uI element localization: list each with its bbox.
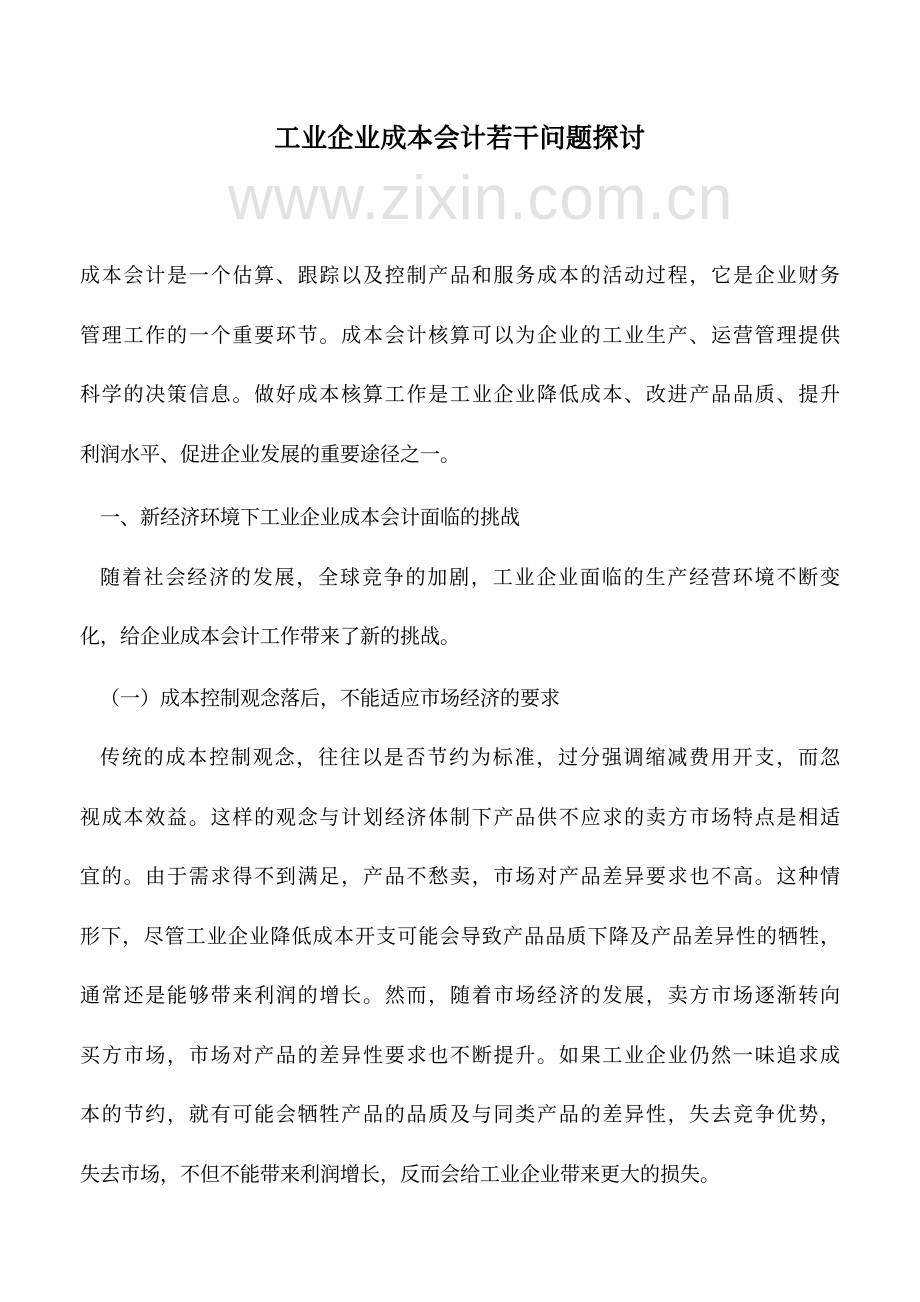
paragraph-line: 形下，尽管工业企业降低成本开支可能会导致产品品质下降及产品差异性的牺牲， bbox=[80, 923, 840, 948]
paragraph-line: 利润水平、促进企业发展的重要途径之一。 bbox=[80, 441, 460, 466]
paragraph-line: 科学的决策信息。做好成本核算工作是工业企业降低成本、改进产品品质、提升 bbox=[80, 382, 840, 406]
paragraph-line: 随着社会经济的发展，全球竞争的加剧，工业企业面临的生产经营环境不断变 bbox=[100, 564, 840, 589]
paragraph-line: 传统的成本控制观念，往往以是否节约为标准，过分强调缩减费用开支，而忽 bbox=[100, 745, 840, 769]
document-body bbox=[80, 245, 840, 1203]
paragraph-line: 买方市场，市场对产品的差异性要求也不断提升。如果工业企业仍然一味追求成 bbox=[80, 1042, 840, 1067]
section-heading: 一、新经济环境下工业企业成本会计面临的挑战 bbox=[100, 505, 520, 529]
paragraph-line: 管理工作的一个重要环节。成本会计核算可以为企业的工业生产、运营管理提供 bbox=[80, 322, 840, 347]
paragraph-line: 宜的。由于需求得不到满足，产品不愁卖，市场对产品差异要求也不高。这种情 bbox=[80, 864, 840, 888]
paragraph-line: 成本会计是一个估算、跟踪以及控制产品和服务成本的活动过程，它是企业财务 bbox=[80, 263, 840, 287]
document-title: 工业企业成本会计若干问题探讨 bbox=[274, 124, 646, 154]
paragraph-line: 失去市场，不但不能带来利润增长，反而会给工业企业带来更大的损失。 bbox=[80, 1161, 720, 1186]
paragraph-line: 通常还是能够带来利润的增长。然而，随着市场经济的发展，卖方市场逐渐转向 bbox=[80, 983, 840, 1007]
watermark: www.zixin.com.cn bbox=[228, 164, 734, 233]
paragraph-line: 化，给企业成本会计工作带来了新的挑战。 bbox=[80, 624, 460, 648]
paragraph-line: 本的节约，就有可能会牺牲产品的品质及与同类产品的差异性，失去竞争优势， bbox=[80, 1102, 840, 1126]
paragraph-line: 视成本效益。这样的观念与计划经济体制下产品供不应求的卖方市场特点是相适 bbox=[80, 804, 840, 829]
subsection-heading: （一）成本控制观念落后，不能适应市场经济的要求 bbox=[100, 685, 560, 710]
